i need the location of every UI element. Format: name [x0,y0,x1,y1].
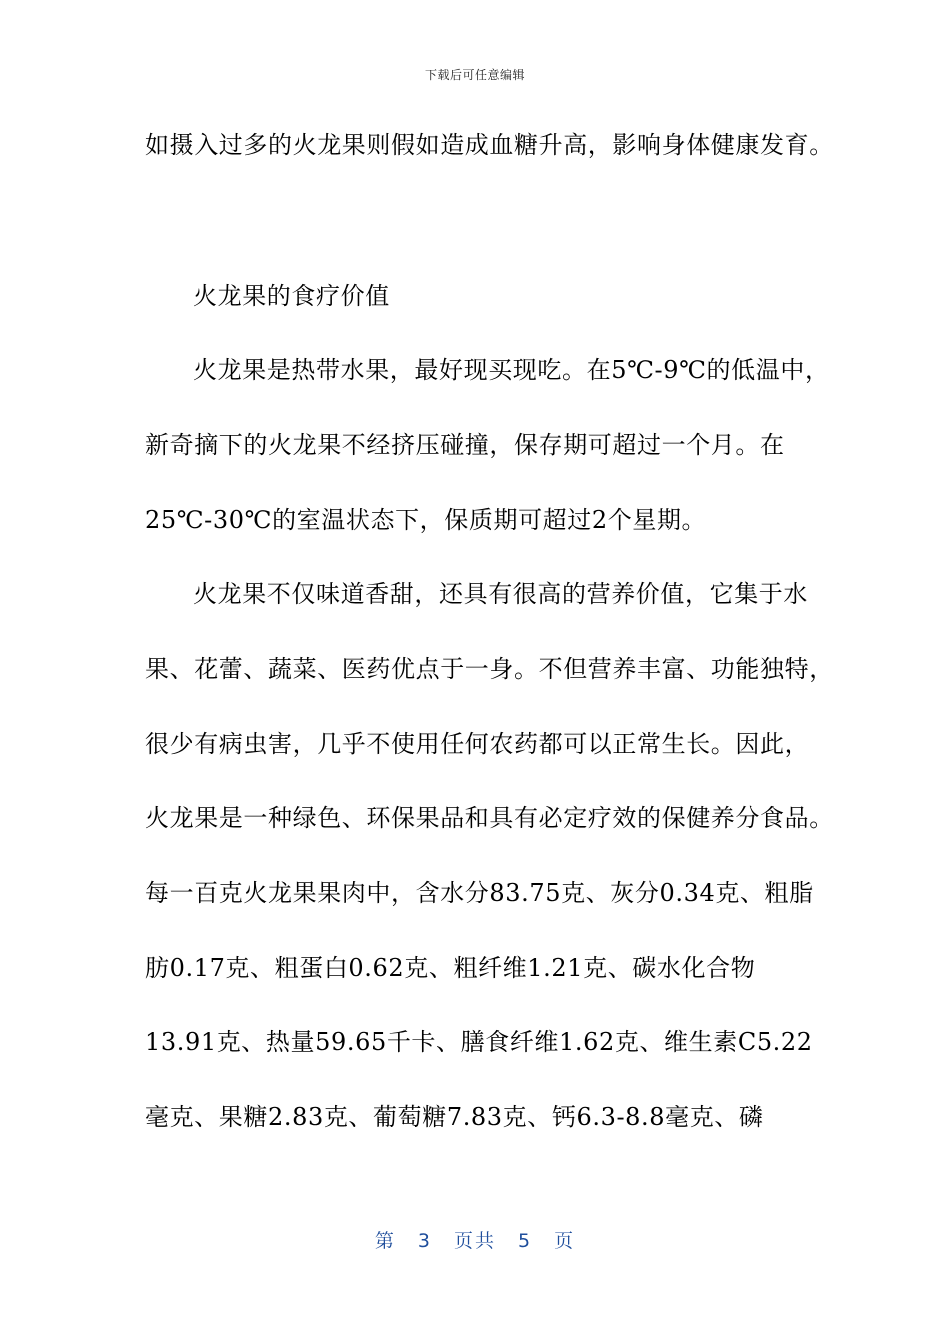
body-line-10: 肪0.17克、粗蛋白0.62克、粗纤维1.21克、碳水化合物 [145,954,756,982]
body-line-6: 果、花蕾、蔬菜、医药优点于一身。不但营养丰富、功能独特， [145,655,834,683]
body-line-8: 火龙果是一种绿色、环保果品和具有必定疗效的保健养分食品。 [145,804,834,832]
page-header: 下载后可任意编辑 [424,68,525,82]
body-line-2: 火龙果是热带水果，最好现买现吃。在5℃-9℃的低温中， [193,356,830,384]
body-line-5: 火龙果不仅味道香甜，还具有很高的营养价值，它集于水 [193,580,808,608]
section-heading: 火龙果的食疗价值 [193,282,390,310]
body-line-4: 25℃-30℃的室温状态下，保质期可超过2个星期。 [145,506,707,534]
body-line-1: 如摄入过多的火龙果则假如造成血糖升高，影响身体健康发育。 [145,131,834,159]
body-line-3: 新奇摘下的火龙果不经挤压碰撞，保存期可超过一个月。在 [145,431,785,459]
body-line-12: 毫克、果糖2.83克、葡萄糖7.83克、钙6.3-8.8毫克、磷 [145,1103,764,1131]
body-line-11: 13.91克、热量59.65千卡、膳食纤维1.62克、维生素C5.22 [145,1028,813,1056]
body-line-7: 很少有病虫害，几乎不使用任何农药都可以正常生长。因此， [145,730,810,758]
body-line-9: 每一百克火龙果果肉中，含水分83.75克、灰分0.34克、粗脂 [145,879,814,907]
page-footer: 第 3 页共 5 页 [374,1230,576,1252]
